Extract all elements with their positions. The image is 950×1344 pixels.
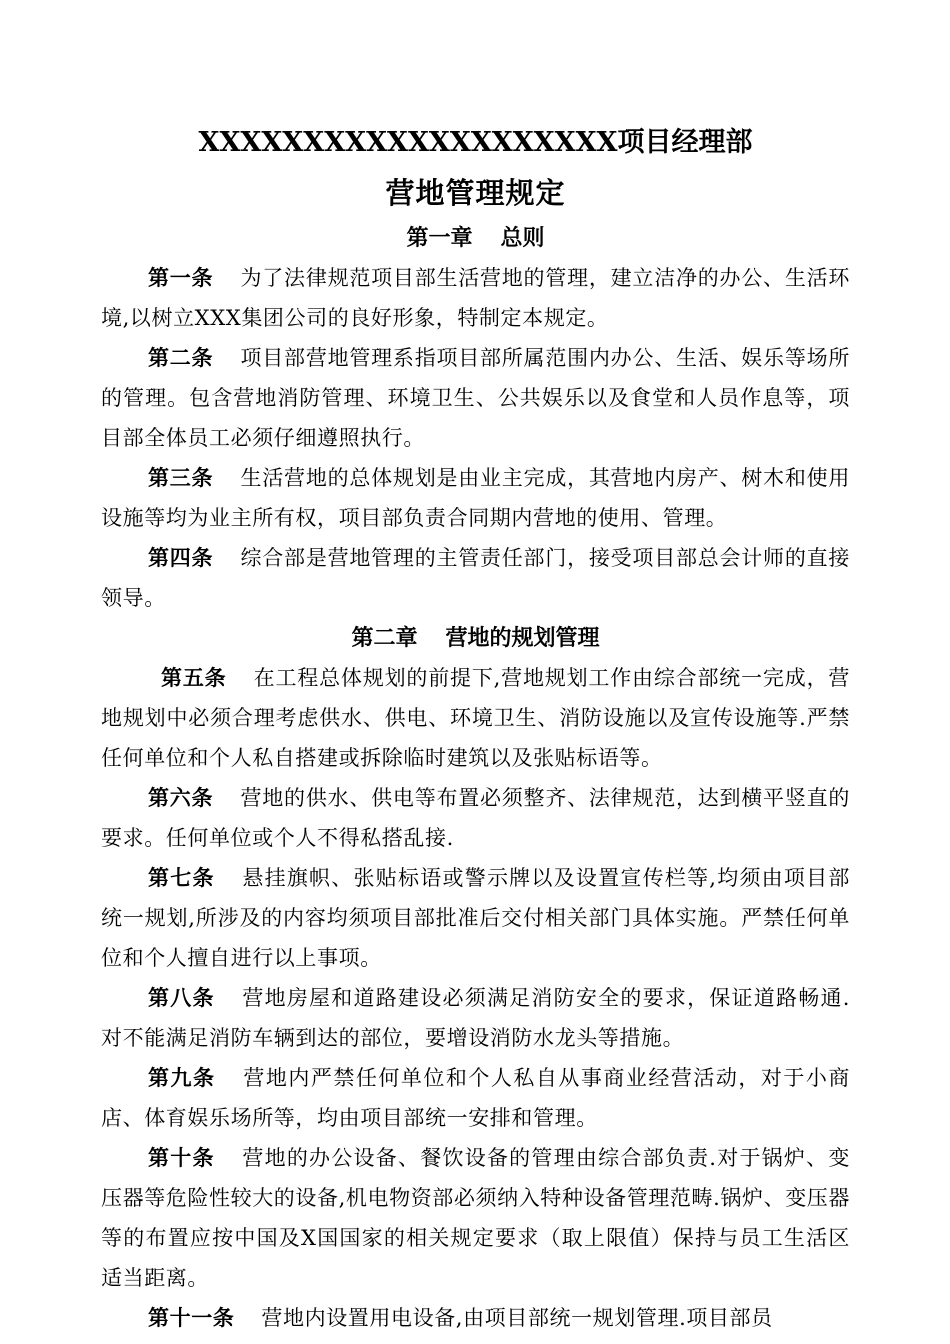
article-10 xyxy=(101,1138,850,1298)
article-11-text: 营地内设置用电设备,由项目部统一规划管理.项目部员 xyxy=(261,1306,773,1330)
article-10-label: 第十条 xyxy=(148,1145,215,1170)
article-5-text: 在工程总体规划的前提下,营地规划工作由综合部统一完成，营地规划中必须合理考虑供水、供电、环境卫生、消防设施以及宣传设施等.严禁任何单位和个人私自搭建或拆除临时建筑以及张贴标语等。 xyxy=(101,666,850,770)
article-7-text: 悬挂旗帜、张贴标语或警示牌以及设置宣传栏等,均须由项目部统一规划,所涉及的内容均须项目部批准后交付相关部门具体实施。严禁任何单位和个人擅自进行以上事项。 xyxy=(101,866,850,970)
chapter-2-title: 营地的规划管理 xyxy=(445,625,600,651)
chapter-1-title: 总则 xyxy=(500,225,545,251)
article-8-text: 营地房屋和道路建设必须满足消防安全的要求，保证道路畅通.对不能满足消防车辆到达的部位，要增设消防水龙头等措施。 xyxy=(101,986,850,1050)
article-2 xyxy=(101,338,850,458)
article-6 xyxy=(101,778,850,858)
chapter-1-heading xyxy=(101,218,850,258)
article-3-label: 第三条 xyxy=(148,465,214,490)
article-4 xyxy=(101,538,850,618)
article-8 xyxy=(101,978,850,1058)
article-8-label: 第八条 xyxy=(148,985,215,1010)
article-11 xyxy=(101,1298,850,1338)
chapter-1-number: 第一章 xyxy=(406,225,473,251)
article-1-text: 为了法律规范项目部生活营地的管理，建立洁净的办公、生活环境,以树立XXX集团公司的良好形象，特制定本规定。 xyxy=(101,266,850,330)
article-5 xyxy=(101,658,850,778)
article-6-text: 营地的供水、供电等布置必须整齐、法律规范，达到横平竖直的要求。任何单位或个人不得私搭乱接. xyxy=(101,786,850,850)
article-1 xyxy=(101,258,850,338)
article-3-text: 生活营地的总体规划是由业主完成，其营地内房产、树木和使用设施等均为业主所有权，项目部负责合同期内营地的使用、管理。 xyxy=(101,466,850,530)
article-4-label: 第四条 xyxy=(148,545,214,570)
article-1-label: 第一条 xyxy=(148,265,214,290)
article-9 xyxy=(101,1058,850,1138)
article-6-label: 第六条 xyxy=(148,785,214,810)
article-10-text: 营地的办公设备、餐饮设备的管理由综合部负责.对于锅炉、变压器等危险性较大的设备,机电物资部必须纳入特种设备管理范畴.锅炉、变压器等的布置应按中国及X国国家的相关规定要求（取上限值）保持与员工生活区适当距离。 xyxy=(101,1146,850,1290)
article-11-label: 第十一条 xyxy=(148,1305,235,1330)
article-9-label: 第九条 xyxy=(148,1065,216,1090)
article-4-text: 综合部是营地管理的主管责任部门，接受项目部总会计师的直接领导。 xyxy=(101,546,850,610)
article-5-label: 第五条 xyxy=(161,665,227,690)
chapter-2-heading xyxy=(101,618,850,658)
chapter-2-number: 第二章 xyxy=(351,625,418,651)
article-2-label: 第二条 xyxy=(148,345,214,370)
article-7 xyxy=(101,858,850,978)
article-9-text: 营地内严禁任何单位和个人私自从事商业经营活动，对于小商店、体育娱乐场所等，均由项目部统一安排和管理。 xyxy=(101,1066,850,1130)
document-title-line1: XXXXXXXXXXXXXXXXXXXX项目经理部 xyxy=(198,127,753,158)
document-title-line2: 营地管理规定 xyxy=(385,176,566,210)
article-3 xyxy=(101,458,850,538)
article-2-text: 项目部营地管理系指项目部所属范围内办公、生活、娱乐等场所的管理。包含营地消防管理、环境卫生、公共娱乐以及食堂和人员作息等，项目部全体员工必须仔细遵照执行。 xyxy=(101,346,850,450)
article-7-label: 第七条 xyxy=(148,865,215,890)
